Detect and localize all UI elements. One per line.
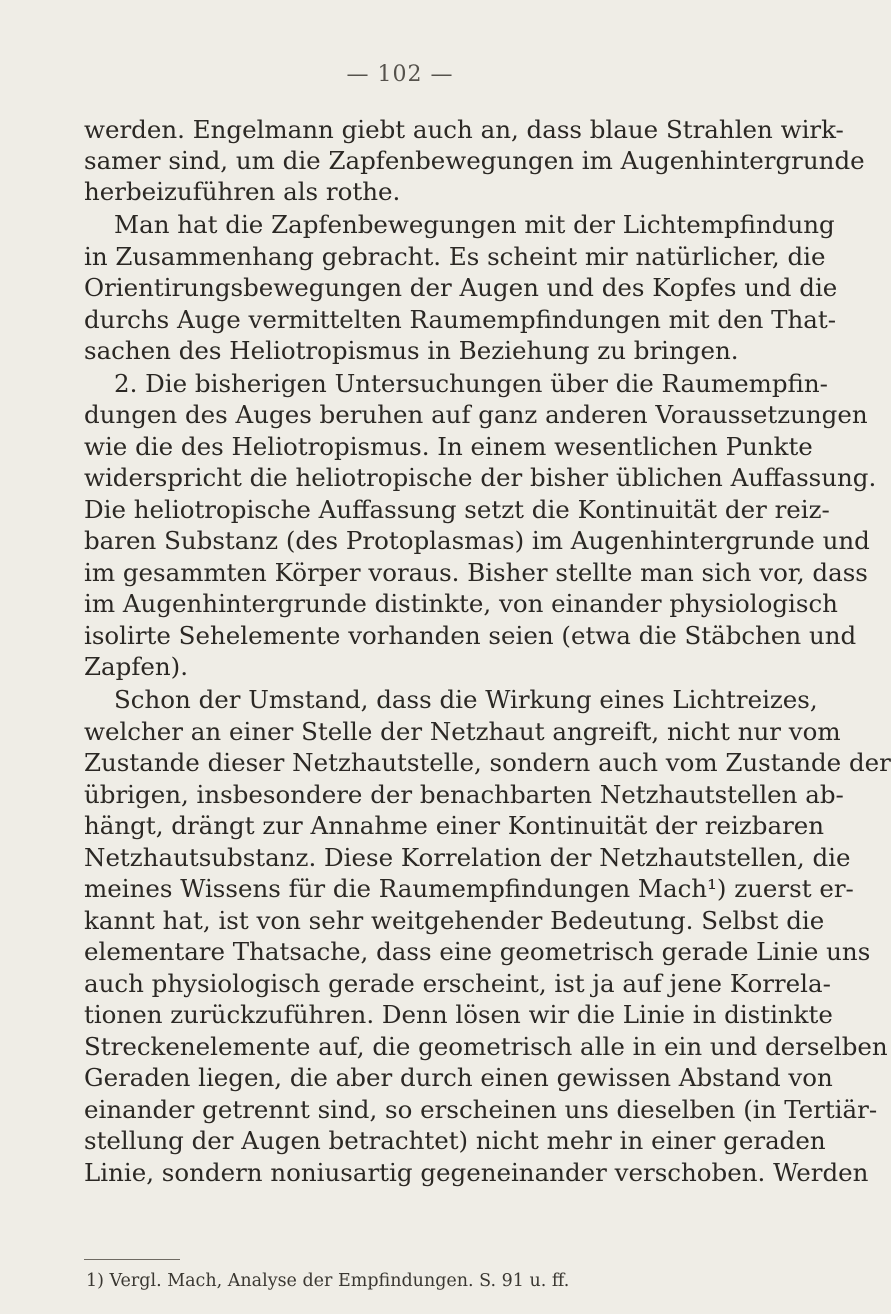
text-line: tionen zurückzuführen. Denn lösen wir die Linie in distinkte <box>84 1000 833 1029</box>
text-line: einander getrennt sind, so erscheinen uns dieselben (in Tertiär- <box>84 1095 878 1124</box>
text-line: Zustande dieser Netzhautstelle, sondern auch vom Zustande der <box>84 748 891 777</box>
text-line: welcher an einer Stelle der Netzhaut angreift, nicht nur vom <box>84 717 841 746</box>
footnote: 1) Vergl. Mach, Analyse der Empfindungen. S. 91 u. ff. <box>86 1271 570 1291</box>
text-line: Zapfen). <box>84 652 189 681</box>
text-line: Streckenelemente auf, die geometrisch alle in ein und derselben <box>84 1032 888 1061</box>
text-line: im Augenhintergrunde distinkte, von einander physiologisch <box>84 589 838 618</box>
text-line: hängt, drängt zur Annahme einer Kontinuität der reizbaren <box>84 811 825 840</box>
text-line: elementare Thatsache, dass eine geometrisch gerade Linie uns <box>84 937 871 966</box>
text-line: in Zusammenhang gebracht. Es scheint mir natürlicher, die <box>84 242 826 271</box>
text-line: samer sind, um die Zapfenbewegungen im Augenhintergrunde <box>84 146 865 175</box>
text-line: kannt hat, ist von sehr weitgehender Bedeutung. Selbst die <box>84 906 825 935</box>
text-line: Die heliotropische Auffassung setzt die Kontinuität der reiz- <box>84 495 830 524</box>
text-line: Linie, sondern noniusartig gegeneinander verschoben. Werden <box>84 1158 869 1187</box>
text-line: durchs Auge vermittelten Raumempfindungen mit den That- <box>84 305 836 334</box>
text-line: stellung der Augen betrachtet) nicht mehr in einer geraden <box>84 1126 826 1155</box>
page-number: — 102 — <box>346 62 454 87</box>
text-line: Netzhautsubstanz. Diese Korrelation der Netzhautstellen, die <box>84 843 851 872</box>
text-line: baren Substanz (des Protoplasmas) im Augenhintergrunde und <box>84 526 870 555</box>
text-line: meines Wissens für die Raumempfindungen Mach¹) zuerst er- <box>84 874 854 903</box>
text-line: Orientirungsbewegungen der Augen und des Kopfes und die <box>84 273 838 302</box>
text-line: herbeizuführen als rothe. <box>84 177 401 206</box>
text-line: auch physiologisch gerade erscheint, ist ja auf jene Korrela- <box>84 969 831 998</box>
text-line: isolirte Sehelemente vorhanden seien (etwa die Stäbchen und <box>84 621 857 650</box>
text-line: widerspricht die heliotropische der bisher üblichen Auffassung. <box>84 463 877 492</box>
text-line: übrigen, insbesondere der benachbarten Netzhautstellen ab- <box>84 780 844 809</box>
text-line: dungen des Auges beruhen auf ganz anderen Voraussetzungen <box>84 400 868 429</box>
text-line: werden. Engelmann giebt auch an, dass blaue Strahlen wirk- <box>84 115 844 144</box>
text-line: Geraden liegen, die aber durch einen gewissen Abstand von <box>84 1063 833 1092</box>
text-line: 2. Die bisherigen Untersuchungen über die Raumempfin- <box>114 369 828 398</box>
footnote-divider <box>84 1259 180 1260</box>
text-line: wie die des Heliotropismus. In einem wesentlichen Punkte <box>84 432 813 461</box>
text-line: Man hat die Zapfenbewegungen mit der Lichtempfindung <box>114 210 835 239</box>
text-line: im gesammten Körper voraus. Bisher stellte man sich vor, dass <box>84 558 868 587</box>
text-line: sachen des Heliotropismus in Beziehung zu bringen. <box>84 336 739 365</box>
text-line: Schon der Umstand, dass die Wirkung eines Lichtreizes, <box>114 685 818 714</box>
